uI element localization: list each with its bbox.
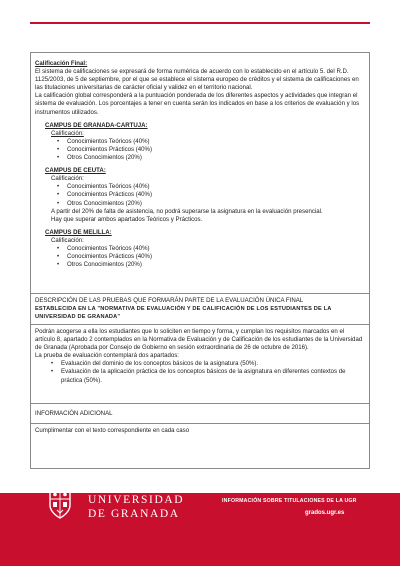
bullet-icon: • [57, 145, 60, 153]
bullet-icon: • [51, 360, 54, 368]
campus-name: CAMPUS DE MELILLA: [45, 228, 112, 236]
row-divider [31, 293, 369, 294]
campus-sub: Calificación: [51, 129, 84, 137]
bullet-icon: • [57, 183, 60, 191]
campus-name: CAMPUS DE CEUTA: [45, 167, 106, 175]
calificacion-title: Calificación Final: [35, 60, 88, 67]
list-item: • Conocimientos Prácticos (40%) [57, 253, 153, 261]
list-item: • Conocimientos Teóricos (40%) [57, 244, 150, 252]
footer-info-text: INFORMACIÓN SOBRE TITULACIONES DE LA UGR [222, 498, 357, 504]
top-red-rule [30, 22, 370, 24]
list-item: • Conocimientos Prácticos (40%) [57, 145, 153, 153]
calificacion-paragraph-1: El sistema de calificaciones se expresará de forma numérica de acuerdo con lo establecido en el artículo 5. del R.D. 1125/2003, de 5 de septiembre, por el que se establece el sistema europeo de créditos y el sistema de calificaciones en las titulaciones universitarias de carácter oficial y validez en el territorio nacional. [35, 68, 359, 92]
bullet-icon: • [57, 137, 60, 145]
campus-note: Hay que superar ambos apartados Teóricos y Prácticos. [51, 215, 203, 223]
campus-name: CAMPUS DE GRANADA-CARTUJA: [45, 121, 148, 129]
list-item: • Conocimientos Teóricos (40%) [57, 137, 150, 145]
list-item: • Otros Conocimientos (20%) [57, 154, 142, 162]
unica-paragraph-1: Podrán acogerse a ella los estudiantes que lo soliciten en tiempo y forma, y cumplan los requisitos marcados en el artículo 8, apartado 2 contemplados en la Normativa de Evaluación y de Calificación de los estudiantes de la Universidad de Granada (Aprobada por Consejo de Gobierno en sesión extraordinaria de 26 de octubre de 2016). [35, 328, 363, 352]
campus-sub: Calificación: [51, 236, 84, 244]
bullet-icon: • [57, 154, 60, 162]
bullet-icon: • [51, 368, 54, 376]
top-bar [0, 0, 400, 6]
bullet-icon: • [57, 199, 60, 207]
calificacion-paragraph-2: La calificación global corresponderá a la puntuación ponderada de los diferentes aspectos y actividades que integran el sistema de evaluación. Los porcentajes a tener en cuenta serán los indicados en base a los criterios de evaluación y los instrumentos utilizados. [35, 92, 360, 116]
descripcion-line-2: ESTABLECIDA EN LA "NORMATIVA DE EVALUACIÓN Y DE CALIFICACIÓN DE LOS ESTUDIANTES DE LA UNIVERSIDAD DE GRANADA" [35, 306, 332, 321]
university-name-line-2: DE GRANADA [88, 508, 180, 520]
list-item: • Conocimientos Teóricos (40%) [57, 183, 150, 191]
adicional-heading: INFORMACIÓN ADICIONAL [35, 410, 113, 417]
campus-sub: Calificación: [51, 175, 84, 183]
footer-website-link[interactable]: grados.ugr.es [305, 510, 345, 516]
evaluacion-unica-section [31, 328, 369, 385]
bullet-icon: • [57, 244, 60, 252]
list-item: • Otros Conocimientos (20%) [57, 261, 142, 269]
list-item: • Conocimientos Prácticos (40%) [57, 191, 153, 199]
descripcion-line-1: DESCRIPCIÓN DE LAS PRUEBAS QUE FORMARÁN PARTE DE LA EVALUACIÓN ÚNICA FINAL [35, 297, 304, 304]
bullet-icon: • [57, 261, 60, 269]
unica-paragraph-2: La prueba de evaluación contemplará dos apartados: [35, 352, 179, 360]
guide-table [30, 52, 370, 469]
bullet-icon: • [57, 253, 60, 261]
row-divider [31, 403, 369, 404]
row-divider [31, 423, 369, 424]
list-item: • Evaluación de la aplicación práctica de los conceptos básicos de la asignatura en diferentes contextos de práctica (50%). [51, 368, 346, 384]
adicional-heading-cell [31, 410, 369, 418]
row-divider [31, 324, 369, 325]
calificacion-section [31, 60, 369, 269]
university-crest-icon [47, 488, 73, 520]
page-number: Página 6 [330, 486, 352, 492]
university-name-line-1: UNIVERSIDAD [88, 494, 185, 506]
descripcion-heading [31, 297, 369, 321]
list-item: • Evaluación del dominio de los conceptos básicos de la asignatura (50%). [51, 360, 259, 368]
campus-note: A partir del 20% de falta de asistencia, no podrá superarse la asignatura en la evaluación presencial. [51, 207, 323, 215]
adicional-text: Cumplimentar con el texto correspondiente en cada caso [35, 427, 190, 434]
bullet-icon: • [57, 191, 60, 199]
list-item: • Otros Conocimientos (20%) [57, 199, 142, 207]
adicional-text-cell [31, 427, 369, 435]
